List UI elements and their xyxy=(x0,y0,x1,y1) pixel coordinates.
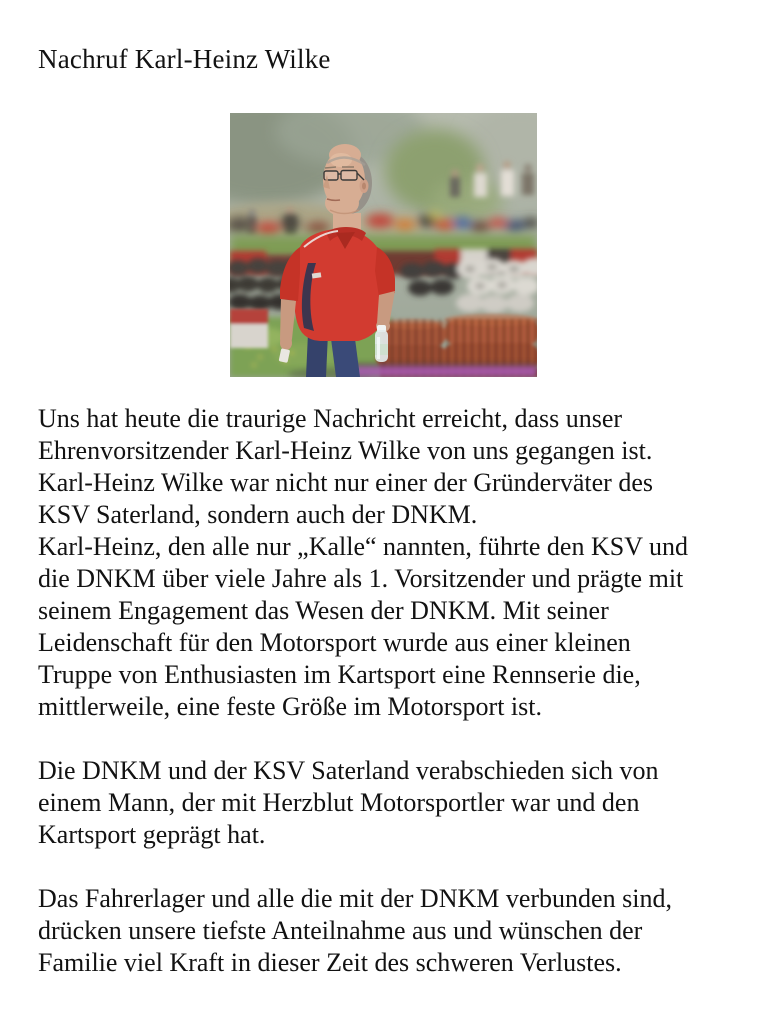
memorial-photo xyxy=(230,113,537,377)
text-line: Karl-Heinz, den alle nur „Kalle“ nannten, führte den KSV und xyxy=(38,532,689,561)
text-line: einem Mann, der mit Herzblut Motorsportler war und den xyxy=(38,788,640,817)
text-line: drücken unsere tiefste Anteilnahme aus und wünschen der xyxy=(38,916,643,945)
memorial-photo-illustration xyxy=(230,113,537,377)
text-line: Kartsport geprägt hat. xyxy=(38,820,266,849)
text-line: Das Fahrerlager und alle die mit der DNKM verbunden sind, xyxy=(38,884,672,913)
text-line: Truppe von Enthusiasten im Kartsport eine Rennserie die, xyxy=(38,660,641,689)
paragraph-2 xyxy=(38,755,750,851)
text-line: mittlerweile, eine feste Größe im Motorsport ist. xyxy=(38,692,542,721)
obituary-text xyxy=(38,403,750,1011)
photo-low-wall xyxy=(230,309,268,348)
text-line: KSV Saterland, sondern auch der DNKM. xyxy=(38,500,478,529)
text-line: die DNKM über viele Jahre als 1. Vorsitzender und prägte mit xyxy=(38,564,684,593)
paragraph-1 xyxy=(38,403,750,723)
text-line: Die DNKM und der KSV Saterland verabschieden sich von xyxy=(38,756,659,785)
photo-purple-glow xyxy=(340,366,537,377)
text-line: Ehrenvorsitzender Karl-Heinz Wilke von uns gegangen ist. xyxy=(38,436,653,465)
text-line: Karl-Heinz Wilke war nicht nur einer der Gründerväter des xyxy=(38,468,653,497)
text-line: Uns hat heute die traurige Nachricht erreicht, dass unser xyxy=(38,404,623,433)
text-line: Familie viel Kraft in dieser Zeit des schweren Verlustes. xyxy=(38,948,622,977)
text-line: Leidenschaft für den Motorsport wurde aus einer kleinen xyxy=(38,628,631,657)
paragraph-3 xyxy=(38,883,750,979)
page-title: Nachruf Karl-Heinz Wilke xyxy=(38,44,331,74)
text-line: seinem Engagement das Wesen der DNKM. Mit seiner xyxy=(38,596,609,625)
